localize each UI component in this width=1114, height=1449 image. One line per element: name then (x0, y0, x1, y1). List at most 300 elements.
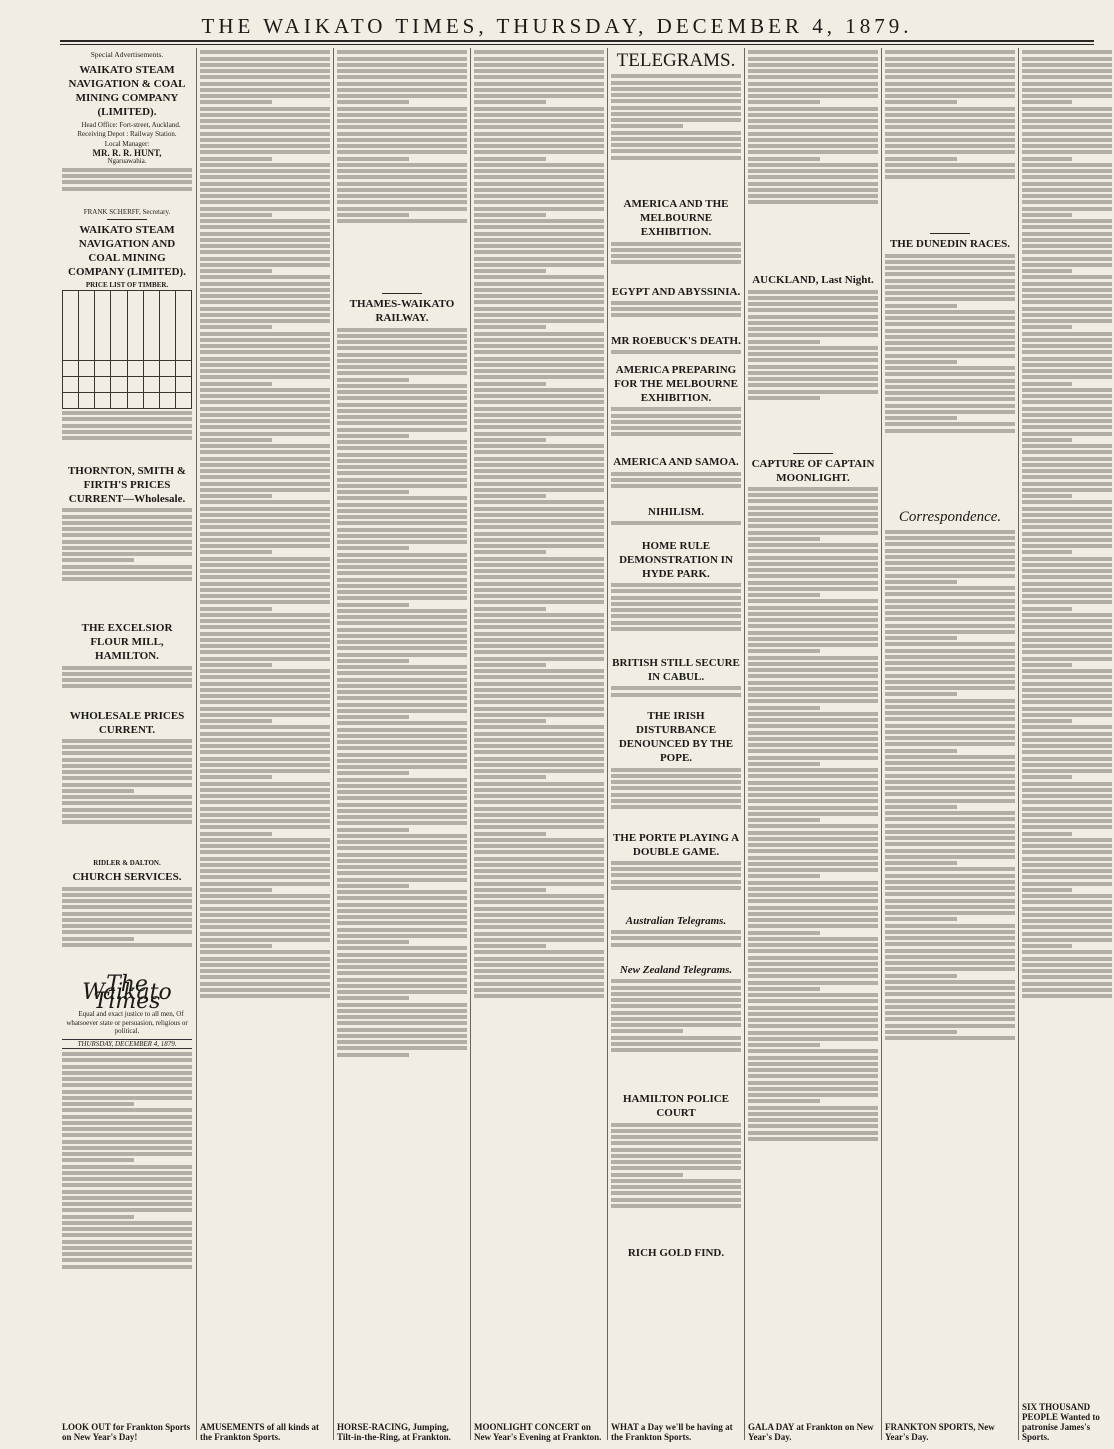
text-line (748, 512, 878, 516)
text-line (1022, 888, 1072, 892)
text-line (885, 542, 1015, 546)
text-line (885, 580, 957, 584)
text-line (474, 394, 604, 398)
text-line (337, 840, 467, 844)
text-line (474, 975, 604, 979)
text-line (885, 372, 1015, 376)
telegram-text (611, 861, 741, 911)
text-line (474, 282, 604, 286)
text-line (200, 69, 330, 73)
text-line (611, 686, 741, 690)
text-line (885, 617, 1015, 621)
text-line (200, 113, 330, 117)
text-line (200, 507, 330, 511)
excelsior-heading: THE EXCELSIOR FLOUR MILL, HAMILTON. (81, 622, 173, 663)
text-line (337, 1034, 467, 1038)
text-line (885, 686, 1015, 690)
text-line (337, 565, 467, 569)
text-line (474, 257, 604, 261)
text-line (474, 913, 604, 917)
text-line (474, 507, 604, 511)
text-line (748, 188, 878, 192)
text-line (337, 596, 467, 600)
text-line (748, 918, 878, 922)
column-divider (333, 48, 334, 1440)
text-line (885, 322, 1015, 326)
text-line (611, 774, 741, 778)
text-line (1022, 800, 1112, 804)
text-line (200, 319, 330, 323)
text-line (1022, 950, 1112, 954)
text-line (337, 1015, 467, 1019)
text-line (337, 63, 467, 67)
text-line (1022, 769, 1112, 773)
text-line (1022, 163, 1112, 167)
text-line (200, 607, 272, 611)
text-line (885, 786, 1015, 790)
local-news (337, 328, 467, 1328)
text-line (337, 978, 467, 982)
text-line (200, 488, 330, 492)
text-line (611, 627, 741, 631)
text-line (337, 534, 467, 538)
text-line (1022, 300, 1112, 304)
text-line (611, 1148, 741, 1152)
text-line (611, 248, 741, 252)
text-line (885, 1036, 1015, 1040)
text-line (748, 681, 878, 685)
text-line (200, 263, 330, 267)
text-line (62, 1265, 192, 1269)
text-line (748, 637, 878, 641)
text-line (62, 912, 192, 916)
text-line (337, 896, 467, 900)
text-line (337, 853, 467, 857)
text-line (474, 250, 604, 254)
text-line (200, 494, 272, 498)
text-line (1022, 325, 1072, 329)
text-line (1022, 582, 1112, 586)
text-line (200, 550, 272, 554)
text-line (748, 649, 820, 653)
text-line (748, 390, 878, 394)
text-line (1022, 175, 1112, 179)
text-line (611, 1042, 741, 1046)
text-line (337, 100, 409, 104)
text-line (885, 917, 957, 921)
text-line (1022, 319, 1112, 323)
text-line (474, 725, 604, 729)
text-line (200, 869, 330, 873)
text-line (200, 157, 272, 161)
text-line (474, 150, 604, 154)
text-line (1022, 169, 1112, 173)
text-line (200, 575, 330, 579)
telegram-heading: AMERICA AND SAMOA. (613, 456, 739, 469)
text-line (337, 415, 467, 419)
text-line (474, 263, 604, 267)
text-line (337, 50, 467, 54)
text-line (337, 509, 467, 513)
text-line (337, 328, 467, 332)
text-line (337, 878, 467, 882)
police-court-text (611, 1123, 741, 1243)
text-line (200, 988, 330, 992)
text-line (474, 444, 604, 448)
text-line (474, 182, 604, 186)
telegram-text (611, 301, 741, 331)
text-line (748, 377, 878, 381)
editorial-continued (337, 50, 467, 290)
manager-label: Local Manager: (104, 140, 150, 148)
text-line (62, 887, 192, 891)
text-line (611, 799, 741, 803)
text-line (1022, 807, 1112, 811)
text-line (474, 875, 604, 879)
text-line (1022, 119, 1112, 123)
text-line (1022, 82, 1112, 86)
text-line (474, 119, 604, 123)
text-line (62, 1183, 192, 1187)
text-line (1022, 182, 1112, 186)
text-line (748, 1062, 878, 1066)
text-line (337, 971, 467, 975)
editorial-text (62, 1052, 192, 1352)
text-line (1022, 150, 1112, 154)
text-line (200, 657, 330, 661)
text-line (611, 1160, 741, 1164)
text-line (1022, 494, 1072, 498)
text-line (474, 907, 604, 911)
text-line (337, 107, 467, 111)
text-line (474, 400, 604, 404)
text-line (200, 125, 330, 129)
text-line (611, 1135, 741, 1139)
text-line (474, 544, 604, 548)
text-line (200, 982, 330, 986)
text-line (748, 849, 878, 853)
text-line (200, 950, 330, 954)
text-line (200, 213, 272, 217)
text-line (337, 138, 467, 142)
text-line (62, 436, 192, 440)
text-line (474, 338, 604, 342)
text-line (337, 213, 409, 217)
text-line (474, 50, 604, 54)
text-line (1022, 407, 1112, 411)
text-line (200, 569, 330, 573)
text-line (62, 1108, 192, 1112)
text-line (885, 75, 1015, 79)
text-line (474, 475, 604, 479)
text-line (200, 769, 330, 773)
text-line (337, 340, 467, 344)
text-line (62, 527, 192, 531)
text-line (474, 369, 604, 373)
text-line (885, 132, 1015, 136)
text-line (337, 353, 467, 357)
text-line (337, 359, 467, 363)
text-line (748, 856, 878, 860)
text-line (200, 844, 330, 848)
text-line (748, 762, 820, 766)
text-line (885, 980, 1015, 984)
telegram-text (611, 350, 741, 360)
text-line (1022, 938, 1112, 942)
text-line (885, 391, 1015, 395)
text-line (748, 340, 820, 344)
text-line (337, 890, 467, 894)
text-line (1022, 500, 1112, 504)
text-line (885, 138, 1015, 142)
text-line (62, 1071, 192, 1075)
text-line (748, 799, 878, 803)
text-line (474, 375, 604, 379)
text-line (748, 524, 878, 528)
text-line (337, 621, 467, 625)
text-line (474, 300, 604, 304)
text-line (885, 624, 1015, 628)
text-line (474, 932, 604, 936)
text-line (748, 296, 878, 300)
text-line (337, 75, 467, 79)
text-line (200, 763, 330, 767)
text-line (474, 988, 604, 992)
text-line (748, 1068, 878, 1072)
text-line (200, 163, 330, 167)
text-line (474, 832, 546, 836)
text-line (885, 113, 1015, 117)
text-line (337, 1021, 467, 1025)
text-line (748, 793, 878, 797)
capture-heading: CAPTURE OF CAPTAIN MOONLIGHT. (751, 457, 875, 484)
column-4 (474, 48, 604, 1446)
text-line (62, 1196, 192, 1200)
text-line (748, 75, 878, 79)
text-line (748, 315, 878, 319)
text-line (200, 144, 330, 148)
text-line (748, 962, 878, 966)
text-line (337, 57, 467, 61)
text-line (200, 513, 330, 517)
text-line (611, 768, 741, 772)
text-line (200, 532, 330, 536)
text-line (200, 63, 330, 67)
text-line (885, 379, 1015, 383)
text-line (1022, 138, 1112, 142)
text-line (200, 850, 330, 854)
text-line (474, 382, 546, 386)
text-line (474, 707, 604, 711)
text-line (474, 788, 604, 792)
text-line (62, 571, 192, 575)
text-line (885, 119, 1015, 123)
text-line (748, 150, 878, 154)
bottom-advert: MOONLIGHT CONCERT on New Year's Evening at Frankton. (474, 1422, 602, 1442)
telegrams-heading: TELEGRAMS. (616, 50, 736, 71)
text-line (200, 957, 330, 961)
thornton-heading: THORNTON, SMITH & FIRTH'S PRICES CURRENT—Wholesale. (67, 465, 187, 505)
text-line (885, 986, 1015, 990)
column-1 (62, 48, 192, 1446)
text-line (885, 297, 1015, 301)
text-line (885, 272, 1015, 276)
text-line (337, 628, 467, 632)
text-line (200, 900, 330, 904)
text-line (337, 665, 467, 669)
text-line (748, 787, 878, 791)
text-line (885, 967, 1015, 971)
text-line (885, 905, 1015, 909)
text-line (474, 744, 604, 748)
text-line (748, 506, 878, 510)
text-line (885, 366, 1015, 370)
text-line (337, 478, 467, 482)
text-line (337, 728, 467, 732)
text-line (885, 711, 1015, 715)
police-court-heading: HAMILTON POLICE COURT (622, 1093, 730, 1120)
text-line (1022, 963, 1112, 967)
text-line (337, 671, 467, 675)
text-line (337, 1028, 467, 1032)
text-line (62, 764, 192, 768)
text-line (885, 974, 957, 978)
text-line (337, 334, 467, 338)
text-line (474, 144, 604, 148)
text-line (885, 880, 1015, 884)
text-line (200, 119, 330, 123)
text-line (337, 790, 467, 794)
text-line (474, 800, 604, 804)
text-line (748, 182, 878, 186)
text-line (748, 327, 878, 331)
column-2 (200, 48, 330, 1446)
auckland-heading: AUCKLAND, Last Night. (752, 274, 874, 287)
divider (930, 233, 970, 234)
text-line (200, 475, 330, 479)
text-line (748, 1087, 878, 1091)
timber-price-table (62, 290, 192, 409)
text-line (885, 649, 1015, 653)
text-line (1022, 644, 1112, 648)
text-line (885, 50, 1015, 54)
text-line (1022, 538, 1112, 542)
text-line (62, 1171, 192, 1175)
text-line (200, 888, 272, 892)
column-3 (337, 48, 467, 1446)
text-line (337, 990, 467, 994)
text-line (62, 558, 134, 562)
text-line (1022, 869, 1112, 873)
text-line (1022, 369, 1112, 373)
text-line (1022, 100, 1072, 104)
capture-continued (885, 50, 1015, 230)
text-line (748, 599, 878, 603)
text-line (474, 63, 604, 67)
text-line (1022, 232, 1112, 236)
text-line (1022, 794, 1112, 798)
text-line (62, 745, 192, 749)
text-line (474, 794, 604, 798)
text-line (1022, 657, 1112, 661)
text-line (200, 300, 330, 304)
text-line (611, 589, 741, 593)
telegram-heading: BRITISH STILL SECURE IN CABUL. (612, 657, 740, 683)
ridler-dalton: RIDLER & DALTON. (93, 858, 161, 867)
text-line (748, 818, 820, 822)
text-line (611, 943, 741, 947)
telegram-heading: EGYPT AND ABYSSINIA. (611, 285, 741, 298)
text-line (474, 894, 604, 898)
text-line (885, 1017, 1015, 1021)
text-line (62, 918, 192, 922)
text-line (62, 1121, 192, 1125)
text-line (337, 169, 467, 173)
correspondence-text (885, 530, 1015, 1230)
text-line (885, 536, 1015, 540)
text-line (474, 588, 604, 592)
text-line (474, 757, 604, 761)
text-line (611, 1036, 741, 1040)
text-line (1022, 507, 1112, 511)
text-line (1022, 700, 1112, 704)
text-line (885, 157, 957, 161)
text-line (885, 150, 1015, 154)
text-line (748, 119, 878, 123)
text-line (748, 157, 820, 161)
text-line (748, 1024, 878, 1028)
divider (107, 219, 147, 220)
text-line (885, 347, 1015, 351)
text-line (611, 1191, 741, 1195)
column-8 (1022, 48, 1112, 1446)
text-line (474, 550, 546, 554)
text-line (62, 540, 192, 544)
text-line (337, 434, 409, 438)
text-line (748, 1049, 878, 1053)
text-line (337, 865, 467, 869)
text-line (337, 709, 467, 713)
divider (382, 293, 422, 294)
text-line (748, 396, 820, 400)
text-line (62, 1215, 134, 1219)
text-line (474, 963, 604, 967)
text-line (748, 712, 878, 716)
text-line (474, 994, 604, 998)
text-line (885, 429, 1015, 433)
text-line (885, 767, 1015, 771)
text-line (337, 996, 409, 1000)
text-line (885, 82, 1015, 86)
text-line (62, 1052, 192, 1056)
text-line (748, 831, 878, 835)
text-line (748, 724, 878, 728)
text-line (885, 341, 1015, 345)
text-line (200, 425, 330, 429)
text-line (474, 57, 604, 61)
text-line (1022, 625, 1112, 629)
text-line (200, 807, 330, 811)
text-line (337, 809, 467, 813)
text-line (885, 592, 1015, 596)
text-line (62, 168, 192, 172)
text-line (885, 755, 1015, 759)
text-line (885, 310, 1015, 314)
text-line (337, 734, 467, 738)
text-line (62, 1202, 192, 1206)
text-line (337, 194, 467, 198)
text-line (337, 715, 409, 719)
